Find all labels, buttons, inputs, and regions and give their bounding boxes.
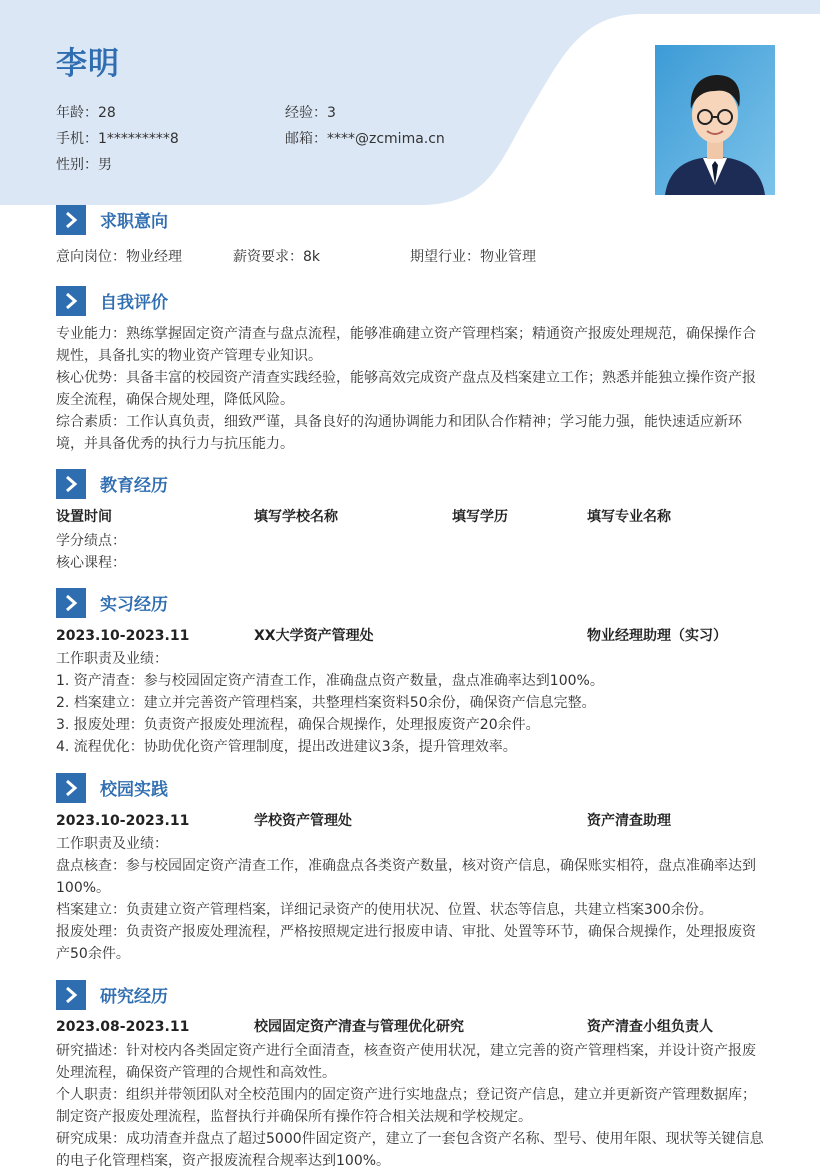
intent-industry: 期望行业：物业管理 xyxy=(410,249,536,265)
research-time: 2023.08-2023.11 xyxy=(56,1019,190,1035)
self-eval-line: 综合素质：工作认真负责，细致严谨，具备良好的沟通协调能力和团队合作精神；学习能力强，能快速适应新环 xyxy=(56,414,742,430)
intent-position: 意向岗位：物业经理 xyxy=(56,249,182,265)
self-eval-line: 废全流程，确保合规处理，降低风险。 xyxy=(56,392,294,408)
intern-org: XX大学资产管理处 xyxy=(254,628,374,644)
research-line: 研究成果：成功清查并盘点了超过5000件固定资产，建立了一套包含资产名称、型号、使用年限、现状等关键信息 xyxy=(56,1131,764,1147)
intern-line: 工作职责及业绩： xyxy=(56,651,168,667)
campus-role: 资产清查助理 xyxy=(587,813,671,829)
candidate-name: 李明 xyxy=(56,46,120,82)
campus-line: 产50余件。 xyxy=(56,946,130,962)
intern-time: 2023.10-2023.11 xyxy=(56,628,190,644)
intern-line: 4. 流程优化：协助优化资产管理制度，提出改进建议3条，提升管理效率。 xyxy=(56,739,517,755)
campus-line: 100%。 xyxy=(56,880,111,896)
campus-time: 2023.10-2023.11 xyxy=(56,813,190,829)
campus-org: 学校资产管理处 xyxy=(254,813,352,829)
chevron-right-icon xyxy=(56,588,86,618)
chevron-right-icon xyxy=(56,980,86,1010)
experience: 经验：3 xyxy=(285,105,336,121)
campus-line: 档案建立：负责建立资产管理档案，详细记录资产的使用状况、位置、状态等信息，共建立档案300余份。 xyxy=(56,902,713,918)
chevron-right-icon xyxy=(56,469,86,499)
research-role: 资产清查小组负责人 xyxy=(587,1019,713,1035)
edu-courses: 核心课程： xyxy=(56,555,126,571)
chevron-right-icon xyxy=(56,286,86,316)
research-line: 的电子化管理档案，资产报废流程合规率达到100%。 xyxy=(56,1153,391,1169)
research-org: 校园固定资产清查与管理优化研究 xyxy=(254,1019,464,1035)
avatar xyxy=(655,45,775,195)
research-line: 制定资产报废处理流程，监督执行并确保所有操作符合相关法规和学校规定。 xyxy=(56,1109,532,1125)
intern-line: 1. 资产清查：参与校园固定资产清查工作，准确盘点资产数量，盘点准确率达到100%。 xyxy=(56,673,604,689)
section-title: 求职意向 xyxy=(100,212,168,232)
section-title: 自我评价 xyxy=(100,293,168,313)
self-eval-line: 核心优势：具备丰富的校园资产清查实践经验，能够高效完成资产盘点及档案建立工作；熟悉并能独立操作资产报 xyxy=(56,370,756,386)
campus-line: 盘点核查：参与校园固定资产清查工作，准确盘点各类资产数量，核对资产信息，确保账实相符，盘点准确率达到 xyxy=(56,858,756,874)
email: 邮箱：****@zcmima.cn xyxy=(285,131,445,147)
campus-line: 工作职责及业绩： xyxy=(56,836,168,852)
edu-time: 设置时间 xyxy=(56,509,112,525)
section-title: 校园实践 xyxy=(100,780,168,800)
chevron-right-icon xyxy=(56,205,86,235)
edu-school: 填写学校名称 xyxy=(254,509,338,525)
edu-gpa: 学分绩点： xyxy=(56,533,126,549)
research-line: 研究描述：针对校内各类固定资产进行全面清查，核查资产使用状况，建立完善的资产管理档案，并设计资产报废 xyxy=(56,1043,756,1059)
intern-line: 3. 报废处理：负责资产报废处理流程，确保合规操作，处理报废资产20余件。 xyxy=(56,717,540,733)
chevron-right-icon xyxy=(56,773,86,803)
section-title: 研究经历 xyxy=(100,987,168,1007)
self-eval-line: 专业能力：熟练掌握固定资产清查与盘点流程，能够准确建立资产管理档案；精通资产报废处理规范，确保操作合 xyxy=(56,326,756,342)
section-title: 实习经历 xyxy=(100,595,168,615)
research-line: 个人职责：组织并带领团队对全校范围内的固定资产进行实地盘点；登记资产信息，建立并更新资产管理数据库； xyxy=(56,1087,756,1103)
section-title: 教育经历 xyxy=(100,476,168,496)
phone: 手机：1*********8 xyxy=(56,131,179,147)
intern-line: 2. 档案建立：建立并完善资产管理档案，共整理档案资料50余份，确保资产信息完整。 xyxy=(56,695,596,711)
edu-degree: 填写学历 xyxy=(452,509,508,525)
age: 年龄：28 xyxy=(56,105,116,121)
research-line: 处理流程，确保资产管理的合规性和高效性。 xyxy=(56,1065,336,1081)
self-eval-line: 境，并具备优秀的执行力与抗压能力。 xyxy=(56,436,294,452)
self-eval-line: 规性，具备扎实的物业资产管理专业知识。 xyxy=(56,348,322,364)
intent-salary: 薪资要求：8k xyxy=(233,249,321,265)
campus-line: 报废处理：负责资产报废处理流程，严格按照规定进行报废申请、审批、处置等环节，确保合规操作，处理报废资 xyxy=(56,924,756,940)
edu-major: 填写专业名称 xyxy=(587,509,671,525)
gender: 性别：男 xyxy=(56,157,112,173)
intern-role: 物业经理助理（实习） xyxy=(587,628,727,644)
